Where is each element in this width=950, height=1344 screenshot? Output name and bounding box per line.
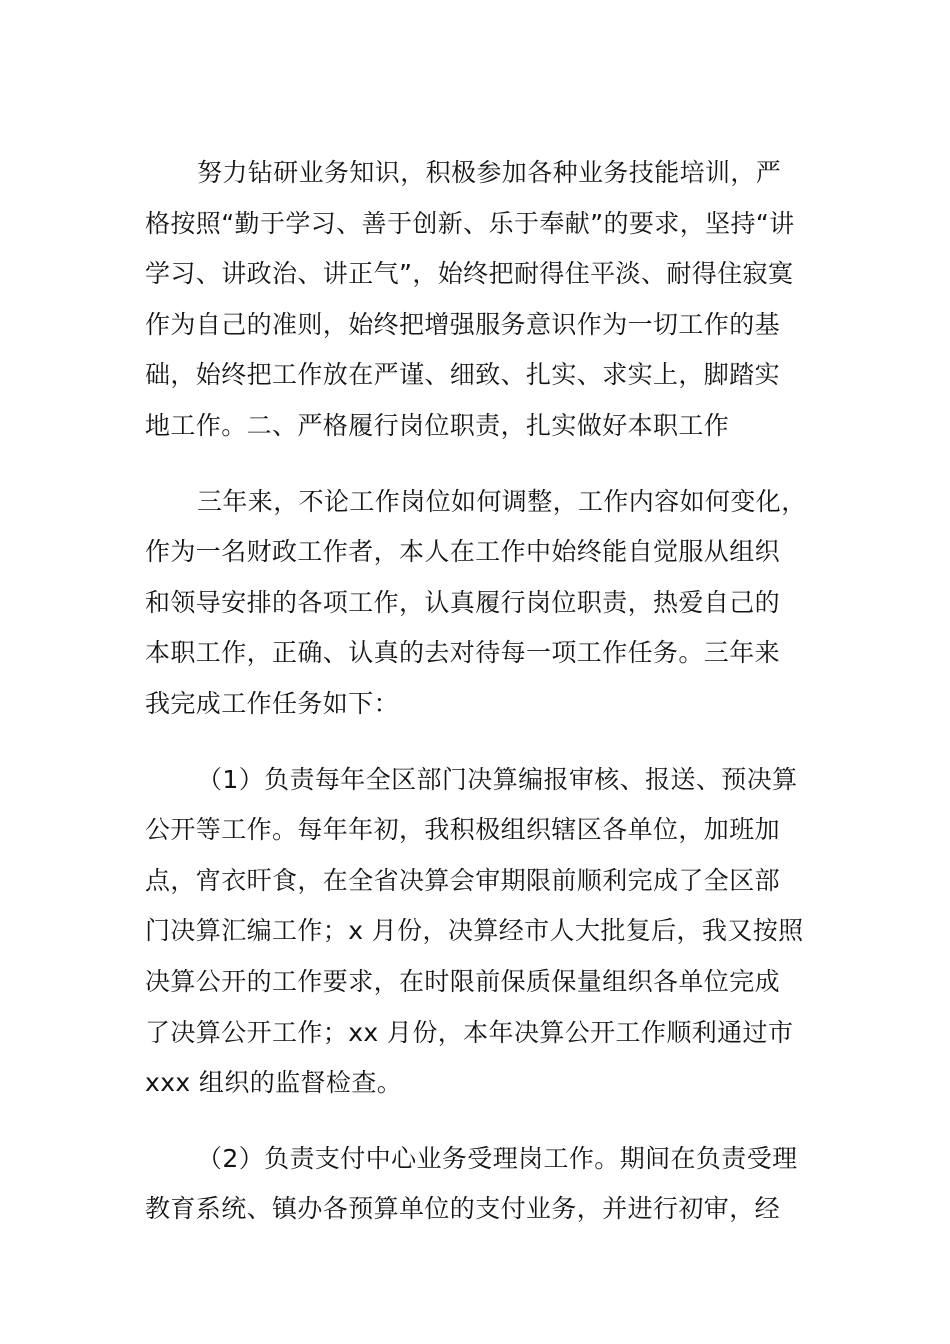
text-line: 作为一名财政工作者，本人在工作中始终能自觉服从组织 bbox=[145, 537, 781, 567]
text-line: xxx 组织的监督检查。 bbox=[145, 1068, 403, 1098]
text-line: 三年来，不论工作岗位如何调整，工作内容如何变化， bbox=[197, 486, 807, 516]
text-line: 努力钻研业务知识，积极参加各种业务技能培训，严 bbox=[197, 158, 782, 187]
text-line: 学习、讲政治、讲正气”，始终把耐得住平淡、耐得住寂寞 bbox=[145, 259, 794, 289]
text-line: 格按照“勤于学习、善于创新、乐于奉献”的要求，坚持“讲 bbox=[145, 208, 795, 238]
text-line: （1）负责每年全区部门决算编报审核、报送、预决算 bbox=[197, 764, 798, 794]
text-line: 本职工作，正确、认真的去对待每一项工作任务。三年来 bbox=[145, 638, 781, 668]
text-line: 门决算汇编工作；x 月份，决算经市人大批复后，我又按照 bbox=[145, 916, 804, 946]
text-line: 础，始终把工作放在严谨、细致、扎实、求实上，脚踏实 bbox=[145, 360, 781, 390]
paragraph-duties bbox=[145, 477, 810, 730]
text-line: 公开等工作。每年年初，我积极组织辖区各单位，加班加 bbox=[145, 815, 781, 845]
text-line: 和领导安排的各项工作，认真履行岗位职责，热爱自己的 bbox=[145, 587, 781, 617]
text-line: 点，宵衣旰食，在全省决算会审期限前顺利完成了全区部 bbox=[145, 865, 781, 895]
paragraph-item-2 bbox=[145, 1134, 810, 1235]
text-line: 了决算公开工作；xx 月份，本年决算公开工作顺利通过市 bbox=[145, 1017, 794, 1047]
text-line: 我完成工作任务如下： bbox=[145, 688, 400, 718]
text-line: 教育系统、镇办各预算单位的支付业务，并进行初审，经 bbox=[145, 1194, 781, 1224]
paragraph-study bbox=[145, 148, 810, 452]
paragraph-item-1 bbox=[145, 755, 810, 1109]
text-line: 作为自己的准则，始终把增强服务意识作为一切工作的基 bbox=[145, 309, 781, 339]
text-line: 地工作。二、严格履行岗位职责，扎实做好本职工作 bbox=[145, 410, 730, 440]
text-line: 决算公开的工作要求，在时限前保质保量组织各单位完成 bbox=[145, 966, 781, 996]
document-body bbox=[145, 148, 810, 1260]
text-line: （2）负责支付中心业务受理岗工作。期间在负责受理 bbox=[197, 1143, 798, 1173]
